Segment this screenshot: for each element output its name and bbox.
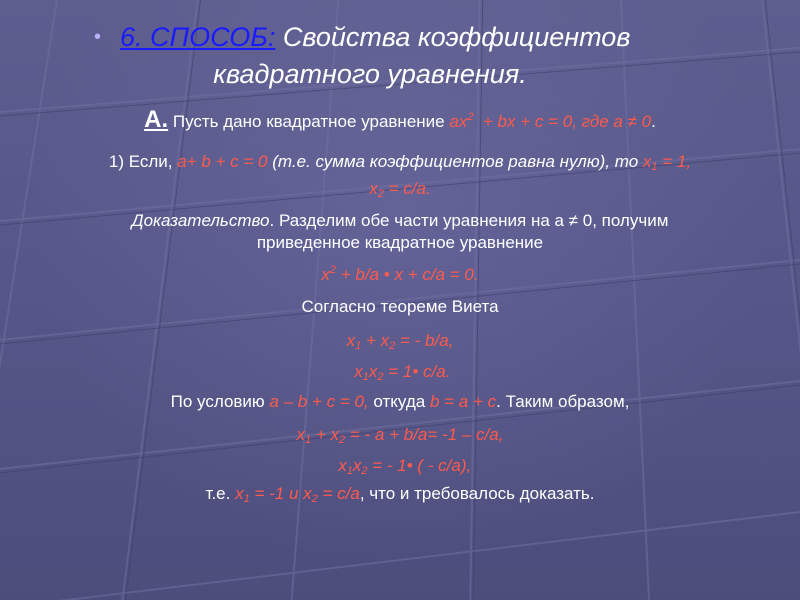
vieta-line: Согласно теореме Виета (301, 297, 499, 316)
sum-x2-sub: 2 (389, 340, 396, 352)
s2-plus-x2: + x (315, 425, 340, 444)
p2-x2: x (352, 456, 362, 475)
eq-rest: + bx + c = 0, где а ≠ 0 (482, 112, 652, 131)
x1-sub: 1 (651, 161, 658, 173)
title-text-1: Свойства коэффициентов (282, 22, 631, 52)
intro-text: Пусть дано квадратное уравнение (172, 112, 445, 131)
case-paren: (т.е. сумма коэффициентов равна нулю), то (272, 152, 639, 171)
proof-line-2: приведенное квадратное уравнение (256, 233, 544, 252)
equation (449, 112, 651, 131)
prod-x2-sub: 2 (377, 371, 384, 383)
x1-var: x (642, 152, 652, 171)
reduced-equation (0, 264, 800, 286)
proof-line-1 (0, 210, 800, 232)
sum-x1-sub: 1 (355, 340, 362, 352)
case-condition: a+ b + c = 0 (177, 152, 268, 171)
sum-x1: x (346, 331, 356, 350)
method-number: 6. СПОСОБ: (120, 22, 276, 52)
prod-x2: x (368, 362, 378, 381)
x1-value: = 1, (662, 152, 692, 171)
x2-value: = с/а. (388, 179, 431, 198)
reduced-power: 2 (329, 264, 337, 276)
slide-title-line-1 (120, 20, 630, 54)
concl-tail: , что и требовалось доказать. (359, 484, 595, 503)
cond-tail: . Таким образом, (496, 392, 630, 411)
eq-ax: ax (449, 112, 468, 131)
section-a-intro (0, 106, 800, 133)
concl-val: = c/a (322, 484, 360, 503)
p2-x1-sub: 1 (346, 465, 353, 477)
case-lead: 1) Если, (108, 152, 173, 171)
conclusion-line (0, 483, 800, 505)
concl-x2-sub: 2 (311, 493, 318, 505)
concl-mid: = -1 и x (254, 484, 312, 503)
concl-x1-sub: 1 (243, 493, 250, 505)
prod-x1-sub: 1 (362, 371, 369, 383)
x2-sub: 2 (377, 188, 384, 200)
proof-label: Доказательство (131, 211, 270, 230)
p2-x1: x (338, 456, 347, 475)
bullet-marker: • (94, 26, 102, 48)
case-1-x2 (0, 178, 800, 200)
section-letter: А. (144, 106, 169, 133)
case-1-line (0, 151, 800, 173)
concl-x1: x (235, 484, 244, 503)
p2-rest: = - 1• ( - c/a), (372, 456, 472, 475)
period: . (651, 112, 656, 131)
condition-line (0, 391, 800, 413)
eq-power: 2 (467, 111, 474, 123)
s2-rest: = - a + b/a= -1 – c/a, (349, 425, 504, 444)
cond-res: b = a + c (429, 392, 497, 411)
cond-mid: откуда (373, 392, 426, 411)
p2-x2-sub: 2 (361, 465, 368, 477)
s2-x1: x (296, 425, 306, 444)
sum-rest: = - b/a, (399, 331, 454, 350)
vieta-product (0, 361, 800, 383)
cond-eq: а – b + c = 0, (269, 392, 369, 411)
vieta-sum (0, 330, 800, 352)
prod-x1: x (354, 362, 363, 381)
s2-x2-sub: 2 (339, 434, 346, 446)
reduced-rest: + b/a • x + c/a = 0. (340, 265, 479, 284)
reduced-x: x (321, 265, 330, 284)
sum-plus-x2: + x (365, 331, 390, 350)
x2-var: x (369, 179, 378, 198)
s2-x1-sub: 1 (305, 434, 312, 446)
slide-title-line-2: квадратного уравнения. (213, 59, 527, 89)
concl-lead: т.е. (205, 484, 231, 503)
sum-derivation (0, 424, 800, 446)
proof-text-1: . Разделим обе части уравнения на а ≠ 0, получим (269, 211, 669, 230)
prod-rest: = 1• c/a. (388, 362, 451, 381)
product-derivation (0, 455, 800, 477)
cond-lead: По условию (170, 392, 265, 411)
